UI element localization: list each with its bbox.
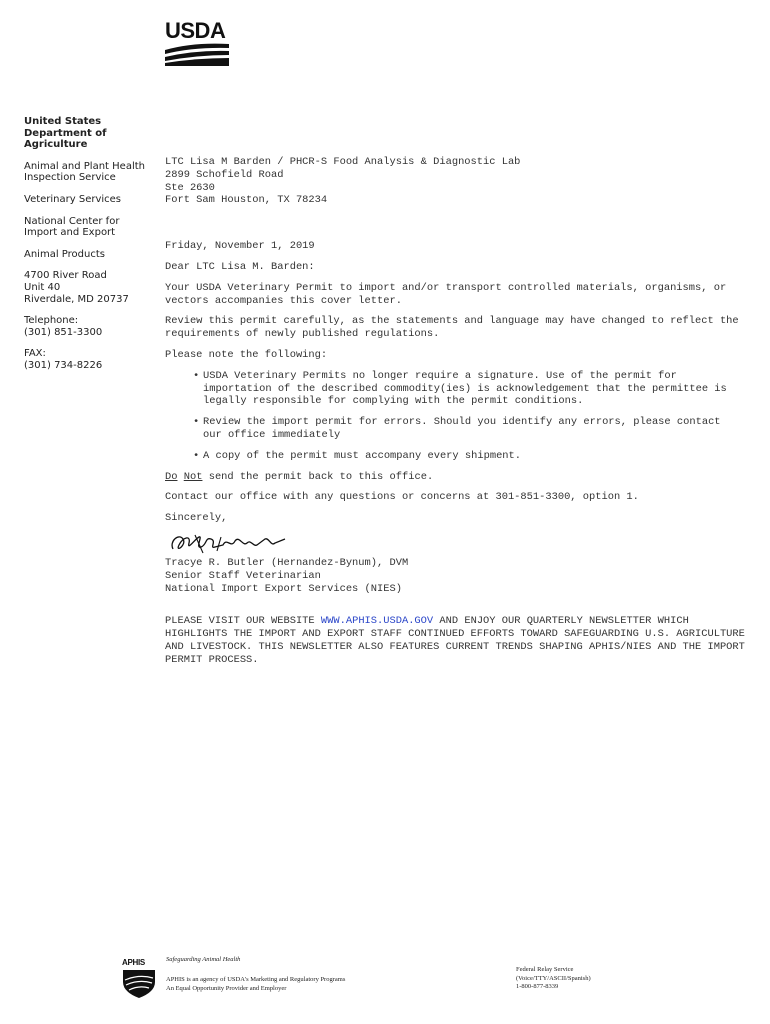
letter-date: Friday, November 1, 2019 — [165, 240, 315, 253]
footer-relay — [516, 966, 591, 992]
footer-tagline: Safeguarding Animal Health — [166, 956, 241, 963]
closing: Sincerely, — [165, 512, 228, 525]
signer-title: Senior Staff Veterinarian — [165, 569, 321, 582]
contact-line: Contact our office with any questions or concerns at 301-851-3300, option 1. — [165, 491, 639, 504]
list-item: • Review the import permit for errors. Should you identify any errors, please contact our office immediately — [195, 416, 745, 442]
fax-number: (301) 734-8226 — [24, 359, 103, 371]
notes-list — [165, 370, 745, 463]
notice-after: AND ENJOY OUR QUARTERLY NEWSLETTER WHICH HIGHLIGHTS THE IMPORT AND EXPORT STAFF CONTINUED EFFORTS TOWARD SAFEGUARDING U.S. AGRICULTURE AND LIVESTOCK. THIS NEWSLETTER ALSO FEATURES CURRENT TRENDS SHAPING APHIS/NIES AND THE IMPORT PERMIT PROCESS. — [165, 615, 745, 666]
unit-name: Veterinary Services — [24, 193, 122, 205]
footer-line: An Equal Opportunity Provider and Employer — [166, 984, 287, 992]
do-not-rest: send the permit back to this office. — [208, 470, 434, 483]
fax-block — [24, 348, 154, 371]
signature — [165, 525, 745, 557]
program-name: Animal Products — [24, 248, 105, 260]
aphis-logo-text: APHIS — [122, 958, 145, 967]
footer-line: APHIS is an agency of USDA's Marketing and Regulatory Programs — [166, 976, 346, 983]
footer-line: 1-800-877-8339 — [516, 983, 559, 990]
footer-line: (Voice/TTY/ASCII/Spanish) — [516, 974, 591, 982]
recipient-line: Fort Sam Houston, TX 78234 — [165, 194, 328, 207]
footer-agency-text — [166, 976, 345, 993]
paragraph-permit: Your USDA Veterinary Permit to import and/or transport controlled materials, organisms, or vectors accompanies this cover letter. — [165, 281, 727, 307]
sidebar — [24, 116, 154, 382]
address-line: 4700 River Road — [24, 270, 107, 282]
newsletter-notice — [165, 615, 745, 666]
footer-line: Federal Relay Service — [516, 966, 574, 973]
notice-before: PLEASE VISIT OUR WEBSITE — [165, 615, 315, 628]
signer-name: Tracye R. Butler (Hernandez-Bynum), DVM — [165, 556, 409, 569]
list-item: • A copy of the permit must accompany every shipment. — [195, 450, 745, 463]
do-not-send-line — [165, 471, 745, 484]
recipient-line: Ste 2630 — [165, 181, 215, 194]
address-line: Riverdale, MD 20737 — [24, 293, 129, 305]
address-line: Unit 40 — [24, 281, 61, 293]
recipient-address — [165, 156, 745, 207]
salutation: Dear LTC Lisa M. Barden: — [165, 260, 315, 273]
telephone-label: Telephone: — [24, 315, 79, 327]
list-item: • USDA Veterinary Permits no longer require a signature. Use of the permit for importation of the described commodity(ies) is acknowledgement that the permittee is legally responsible for complying with the permit conditions. — [195, 370, 745, 408]
usda-logo-text: USDA — [165, 18, 226, 43]
office-address — [24, 270, 154, 305]
recipient-line: LTC Lisa M Barden / PHCR-S Food Analysis & Diagnostic Lab — [165, 156, 521, 168]
usda-logo-swoosh — [163, 20, 231, 66]
telephone-number: (301) 851-3300 — [24, 326, 103, 338]
website-link[interactable]: WWW.APHIS.USDA.GOV — [320, 615, 434, 628]
usda-logo — [163, 20, 231, 66]
aphis-logo — [122, 958, 156, 998]
signature-image — [165, 527, 295, 557]
recipient-line: 2899 Schofield Road — [165, 168, 284, 181]
do-word: Do — [165, 470, 178, 483]
signer-office: National Import Export Services (NIES) — [165, 582, 402, 595]
agency-name: Animal and Plant Health Inspection Service — [24, 160, 145, 184]
center-name: National Center for Import and Export — [24, 215, 120, 239]
fax-label: FAX: — [24, 348, 46, 360]
telephone-block — [24, 315, 154, 338]
letter-body — [165, 156, 745, 667]
aphis-shield-icon — [122, 958, 156, 998]
note-heading: Please note the following: — [165, 348, 328, 361]
department-name: United States Department of Agriculture — [24, 116, 107, 151]
not-word: Not — [183, 470, 203, 483]
paragraph-review: Review this permit carefully, as the statements and language may have changed to reflect the requirements of newly published regulations. — [165, 315, 739, 341]
